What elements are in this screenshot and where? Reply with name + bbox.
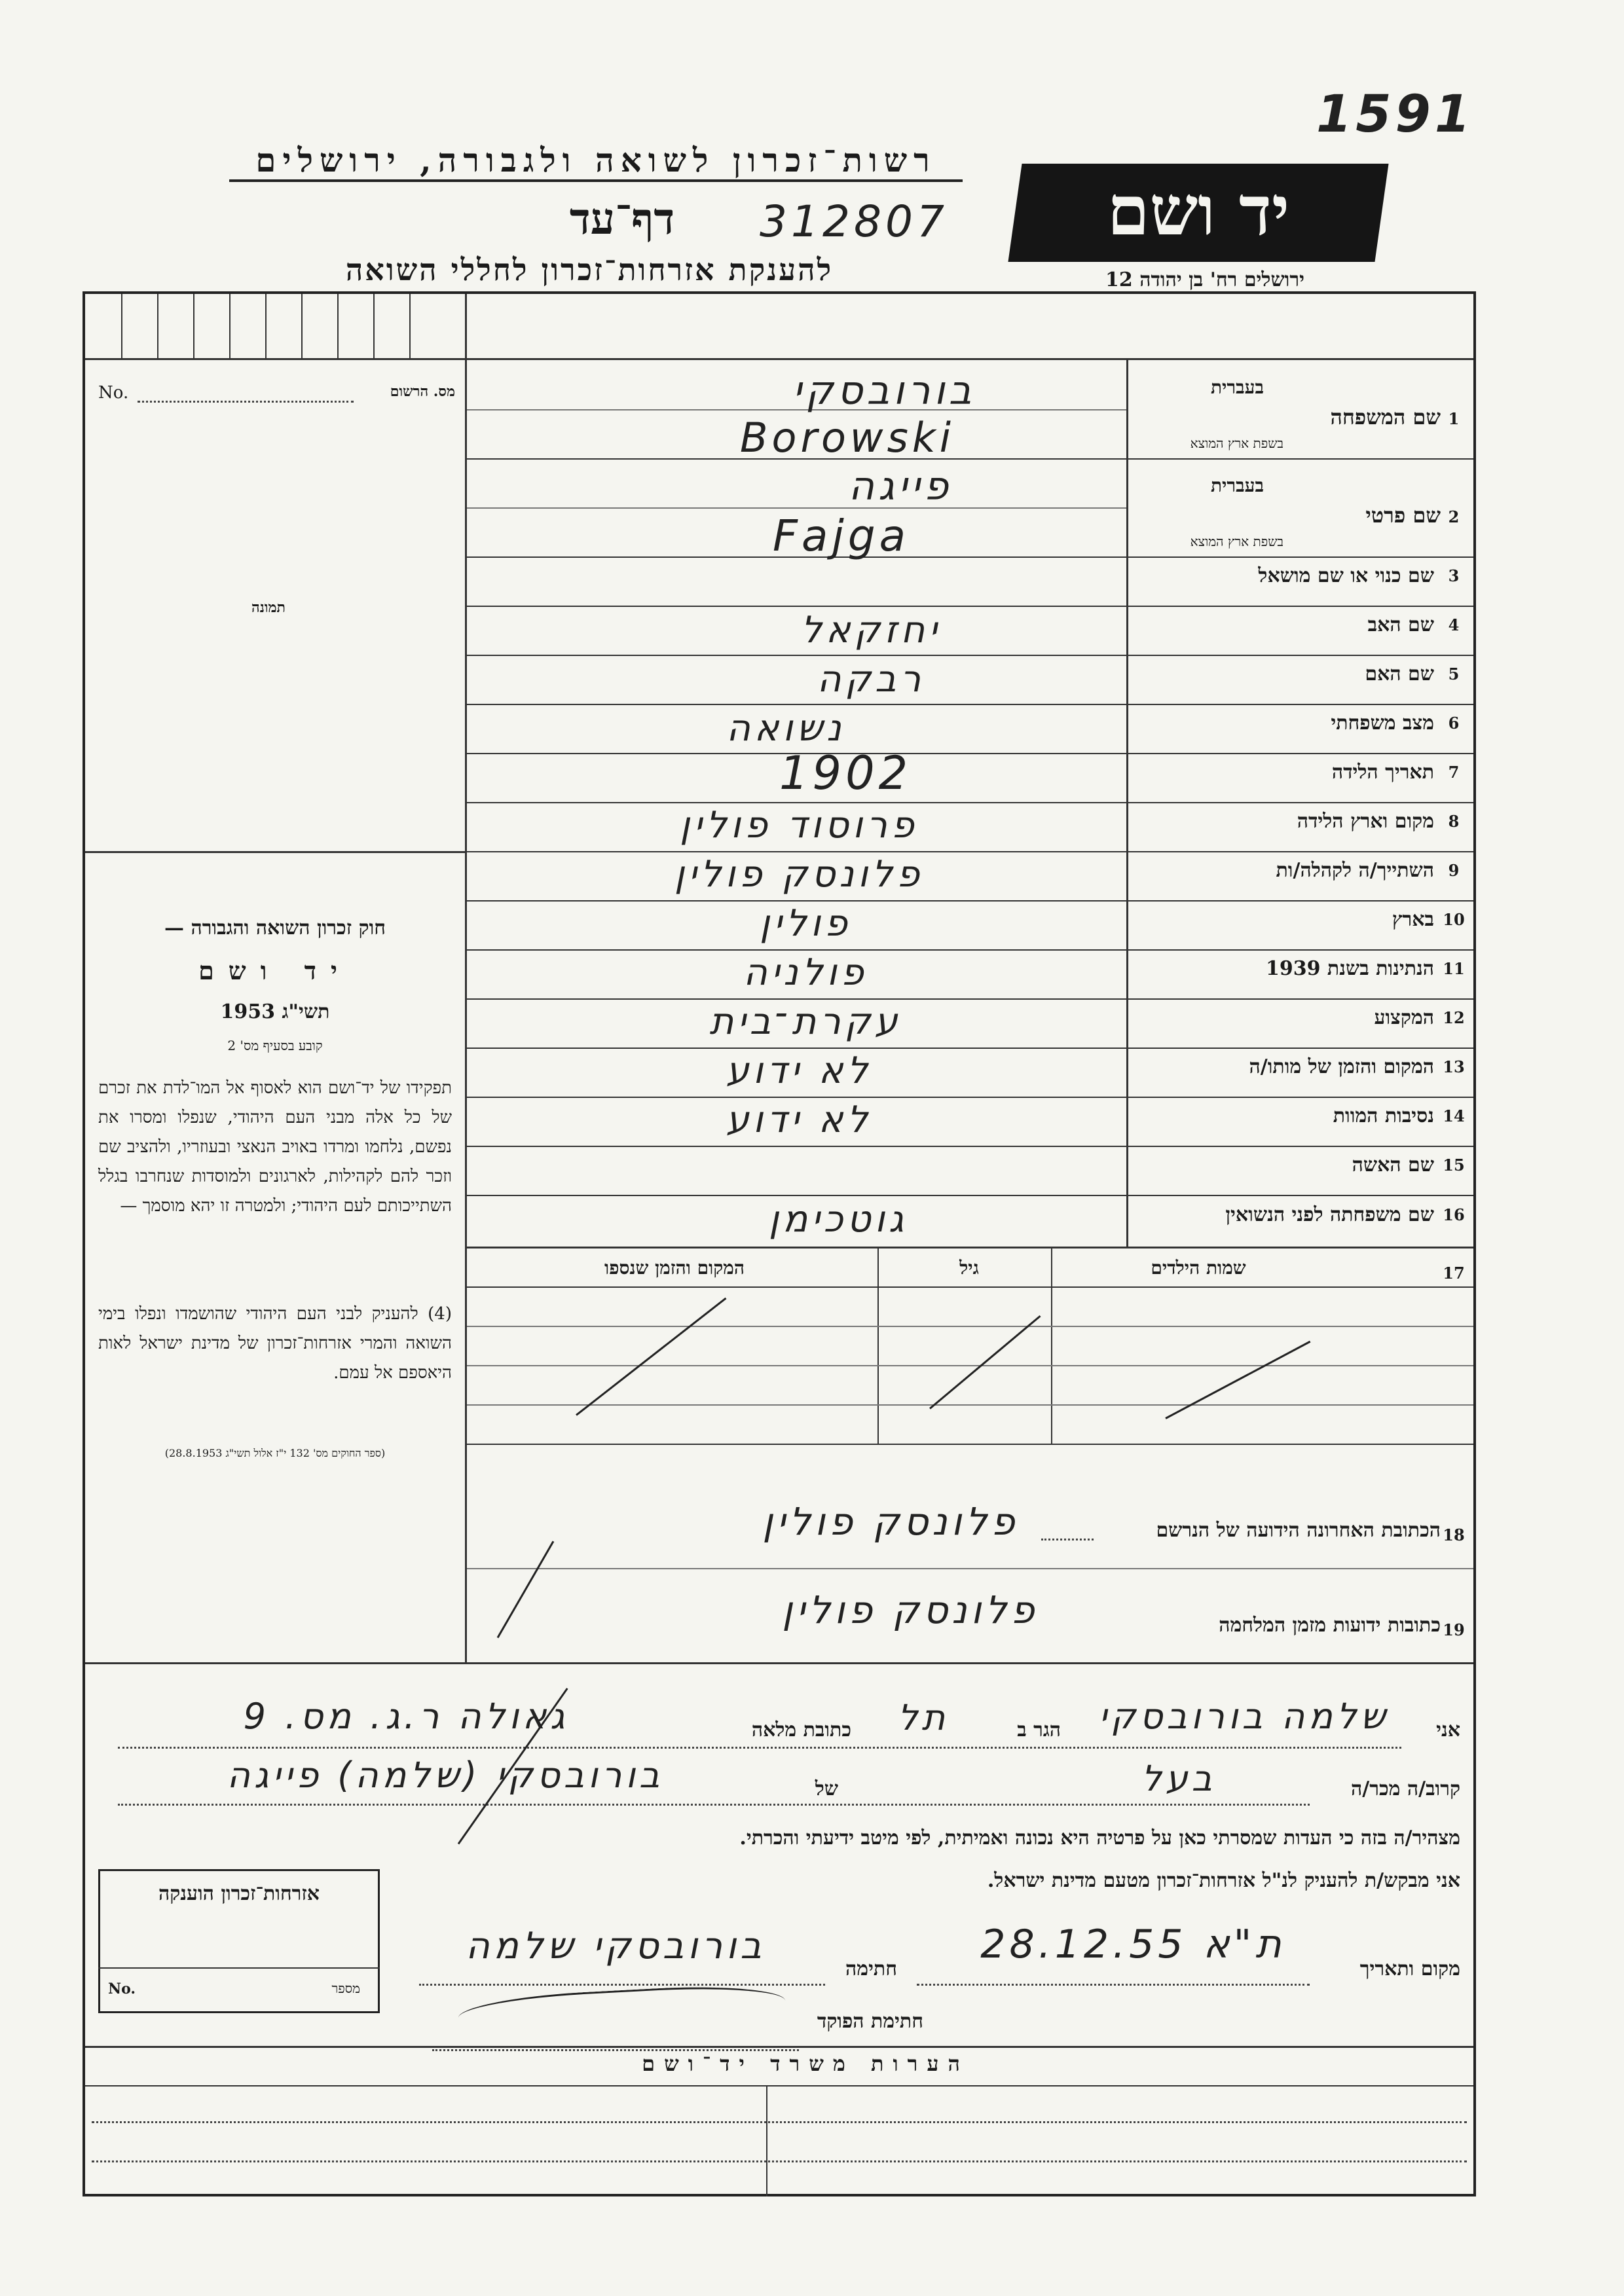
community-value: פלונסק פולין — [674, 853, 924, 896]
profession-value: עקרת־בית — [709, 1000, 902, 1043]
field-18-label: הכתובת האחרונה הידועה של הנרשם — [1156, 1519, 1441, 1542]
country-value: פולין — [760, 902, 851, 945]
field-7-label: תאריך הלידה — [1331, 761, 1434, 784]
birth-place-value: פרוסוד פולין — [680, 804, 918, 847]
field-6-number: 6 — [1448, 714, 1460, 733]
form-number: 312807 — [760, 196, 948, 247]
field-14-number: 14 — [1443, 1106, 1465, 1125]
field-3-label: שם כנוי או שם מושאל — [1258, 564, 1434, 587]
page-title: דף־עד — [569, 193, 675, 244]
field-5-label: שם האם — [1365, 663, 1434, 685]
field-5-number: 5 — [1448, 665, 1460, 683]
place-date-label: מקום ותאריך — [1359, 1958, 1460, 1980]
law-title: חוק זכרון השואה והגבורה — — [164, 917, 386, 939]
field-2-native-tag: בשפת ארץ המוצא — [1190, 534, 1283, 549]
surname-hebrew-value: בורובסקי — [792, 368, 976, 414]
field-4-label: שם האב — [1367, 613, 1434, 636]
field-15-label: שם האשה — [1352, 1154, 1434, 1176]
law-body-2: (4) להעניק לבני העם היהודי שהושמדו ונפלו בימי השואה והמרי אזרחות־זכרון של מדינת ישראל לאות היאספם אל עמם. — [98, 1304, 452, 1383]
field-9-label: השתייך/ה לקהלה/ות — [1276, 859, 1434, 882]
first-name-native-value: Fajga — [773, 511, 910, 561]
statement-request: אני מבקש/ת להעניק לנ"ל אזרחות־זכרון מטעם מדינת ישראל. — [987, 1869, 1460, 1892]
declaration-i-label: אני — [1436, 1719, 1460, 1741]
field-2-label: שם פרטי — [1365, 503, 1441, 528]
death-place-value: לא ידוע — [726, 1049, 872, 1092]
children-table-number: 17 — [1443, 1264, 1465, 1283]
declarant-name-value: שלמה בורובסקי — [1099, 1696, 1390, 1737]
grant-number-label: מספר — [331, 1980, 360, 1996]
place-date-value: ת"א 28.12.55 — [980, 1922, 1285, 1967]
field-16-label: שם משפחתה לפני הנשואין — [1225, 1203, 1434, 1226]
field-6-label: מצב משפחתי — [1331, 712, 1434, 735]
address-value: גאולה ר.ג. מס. 9 — [243, 1696, 569, 1737]
field-13-label: המקום והזמן של מותו/ה — [1249, 1055, 1434, 1078]
maiden-name-value: גוטכימן — [768, 1198, 908, 1241]
nationality-value: פולניה — [743, 951, 868, 994]
address-label: כתובת מלאה — [751, 1719, 851, 1741]
law-clause: קובע בסעיף מס' 2 — [227, 1038, 323, 1053]
field-1-hebrew-tag: בעברית — [1210, 376, 1264, 398]
page-subtitle: להענקת אזרחות־זכרון לחללי השואה — [345, 252, 834, 287]
field-14-label: נסיבות המוות — [1333, 1104, 1434, 1127]
authority-title: רשות־זכרון לשואה ולגבורה, ירושלים — [229, 141, 963, 182]
relative-value: בעל — [1141, 1758, 1216, 1799]
last-address-value: פלונסק פולין — [762, 1499, 1019, 1544]
grant-box-title: אזרחות־זכרון הוענקה — [158, 1882, 320, 1905]
children-col-names: שמות הילדים — [1151, 1257, 1246, 1279]
surname-native-value: Borowski — [740, 414, 955, 462]
logo-text: יד ושם — [1107, 170, 1290, 251]
of-value: בורובסקי (שלמה) פייגה — [227, 1755, 664, 1796]
children-col-place: המקום והזמן שנספו — [604, 1257, 745, 1279]
field-18-number: 18 — [1443, 1525, 1465, 1544]
wartime-address-value: פלונסק פולין — [782, 1588, 1039, 1632]
law-year: תשי"ג 1953 — [220, 1000, 330, 1023]
field-4-number: 4 — [1448, 615, 1460, 634]
field-15-number: 15 — [1443, 1156, 1465, 1175]
field-10-number: 10 — [1443, 910, 1465, 929]
marital-status-value: נשואה — [726, 707, 845, 750]
field-9-number: 9 — [1448, 861, 1460, 880]
field-11-label: הנתינות בשנת 1939 — [1265, 957, 1434, 980]
field-1-label: שם המשפחה — [1330, 405, 1441, 429]
father-name-value: יחזקאל — [801, 609, 941, 651]
birth-date-value: 1902 — [779, 746, 912, 800]
field-2-number: 2 — [1448, 507, 1460, 526]
first-name-hebrew-value: פייגה — [848, 464, 953, 509]
grant-number-prefix: No. — [108, 1980, 136, 1997]
signature-value: בורובסקי שלמה — [466, 1925, 766, 1967]
document-number: 1591 — [1316, 85, 1475, 144]
address-text: ירושלים רח' בן יהודה 12 — [1105, 268, 1304, 291]
registration-number-prefix: No. — [98, 383, 129, 403]
law-name: יד ושם — [198, 956, 352, 985]
law-source: (ספר החוקים מס' 132 י"ז אלול תשי"ג 28.8.1953) — [164, 1447, 386, 1459]
field-16-number: 16 — [1443, 1205, 1465, 1224]
residing-label: הגר ב — [1017, 1719, 1061, 1741]
field-19-number: 19 — [1443, 1620, 1465, 1639]
field-13-number: 13 — [1443, 1057, 1465, 1076]
field-8-number: 8 — [1448, 812, 1460, 831]
mother-name-value: רבקה — [817, 658, 925, 701]
field-12-label: המקצוע — [1374, 1006, 1434, 1029]
field-8-label: מקום וארץ הלידה — [1297, 810, 1434, 833]
field-19-label: כתובות ידועות מזמן המלחמה — [1219, 1614, 1441, 1637]
field-7-number: 7 — [1448, 763, 1460, 782]
relative-label: קרוב/ה מכר/ה — [1351, 1777, 1460, 1800]
law-body: תפקידו של יד־ושם הוא לאסוף אל המו־לדת את זכרם של כל אלה מבני העם היהודי, שנפלו ומסרו את נפשם, נלחמו ומרדו באויב הנאצי ובעוזריו, ולהציב שם וזכר להם לקהילות, לארגונים ולמוסדות שנחרבו בגלל השתייכותם לעם היהודי; ולמטרה זו יהא מוסמך — — [98, 1078, 452, 1216]
field-2-hebrew-tag: בעברית — [1210, 475, 1264, 496]
children-col-age: גיל — [959, 1257, 979, 1279]
field-1-number: 1 — [1448, 409, 1460, 428]
residing-value: תל — [897, 1697, 950, 1738]
field-11-number: 11 — [1443, 959, 1465, 978]
death-circumstances-value: לא ידוע — [726, 1099, 872, 1141]
field-3-number: 3 — [1448, 566, 1460, 585]
field-10-label: בארץ — [1392, 908, 1434, 931]
field-12-number: 12 — [1443, 1008, 1465, 1027]
field-1-native-tag: בשפת ארץ המוצא — [1190, 435, 1283, 451]
official-signature-label: חתימת הפוקד — [817, 2010, 923, 2033]
registration-number-label: מס. הרשום — [390, 383, 455, 400]
photo-placeholder: תמונה — [251, 599, 286, 616]
of-label: של — [815, 1777, 838, 1800]
signature-label: חתימה — [845, 1958, 897, 1980]
statement-truth: מצהיר/ה בזה כי העדות שמסרתי כאן על פרטיה היא נכונה ואמיתית, לפי מיטב ידיעתי והכרתי. — [739, 1827, 1460, 1850]
office-notes-title: הערות משרד יד־ושם — [642, 2051, 969, 2076]
